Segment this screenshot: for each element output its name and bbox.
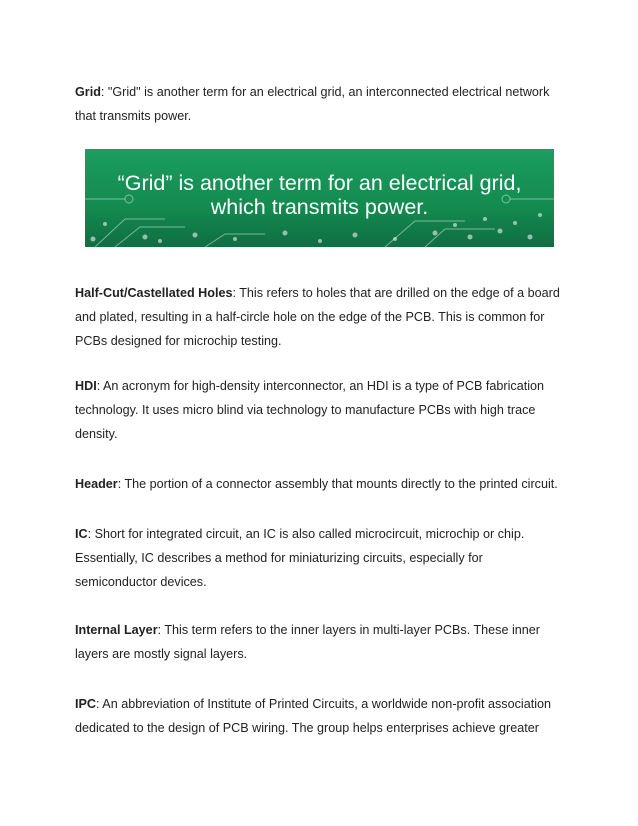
term-internal-layer: Internal Layer [75, 623, 158, 637]
term-ic: IC [75, 527, 88, 541]
definition-half-cut-castellated-holes: : This refers to holes that are drilled on the edge of a board and plated, resulting in a half-circle hole on the edge of the PCB. This is common for PCBs designed for microchip testing. [75, 286, 560, 348]
term-half-cut-castellated-holes: Half-Cut/Castellated Holes [75, 286, 233, 300]
entry-ipc [75, 692, 565, 740]
entry-internal-layer [75, 618, 565, 666]
term-hdi: HDI [75, 379, 97, 393]
entry-grid [75, 80, 565, 128]
grid-banner-image [85, 149, 554, 247]
definition-ic: : Short for integrated circuit, an IC is also called microcircuit, microchip or chip. Essentially, IC describes a method for miniaturizing circuits, especially for semiconductor devices. [75, 527, 525, 589]
banner-line-2: which transmits power. [210, 195, 429, 219]
definition-header: : The portion of a connector assembly that mounts directly to the printed circuit. [117, 477, 558, 491]
banner-line-1: “Grid” is another term for an electrical grid, [117, 171, 522, 195]
term-ipc: IPC [75, 697, 96, 711]
definition-ipc: : An abbreviation of Institute of Printed Circuits, a worldwide non-profit association dedicated to the design of PCB wiring. The group helps enterprises achieve greater [75, 697, 552, 735]
definition-grid: : "Grid" is another term for an electrical grid, an interconnected electrical network that transmits power. [75, 85, 550, 123]
entry-ic [75, 522, 565, 594]
term-grid: Grid [75, 85, 101, 99]
banner-caption [85, 171, 554, 219]
term-header: Header [75, 477, 118, 491]
entry-hdi [75, 374, 565, 446]
entry-header [75, 472, 565, 496]
definition-internal-layer: : This term refers to the inner layers in multi-layer PCBs. These inner layers are mostly signal layers. [75, 623, 540, 661]
definition-hdi: : An acronym for high-density interconnector, an HDI is a type of PCB fabrication technology. It uses micro blind via technology to manufacture PCBs with high trace density. [75, 379, 545, 441]
entry-half-cut-castellated-holes [75, 281, 565, 353]
